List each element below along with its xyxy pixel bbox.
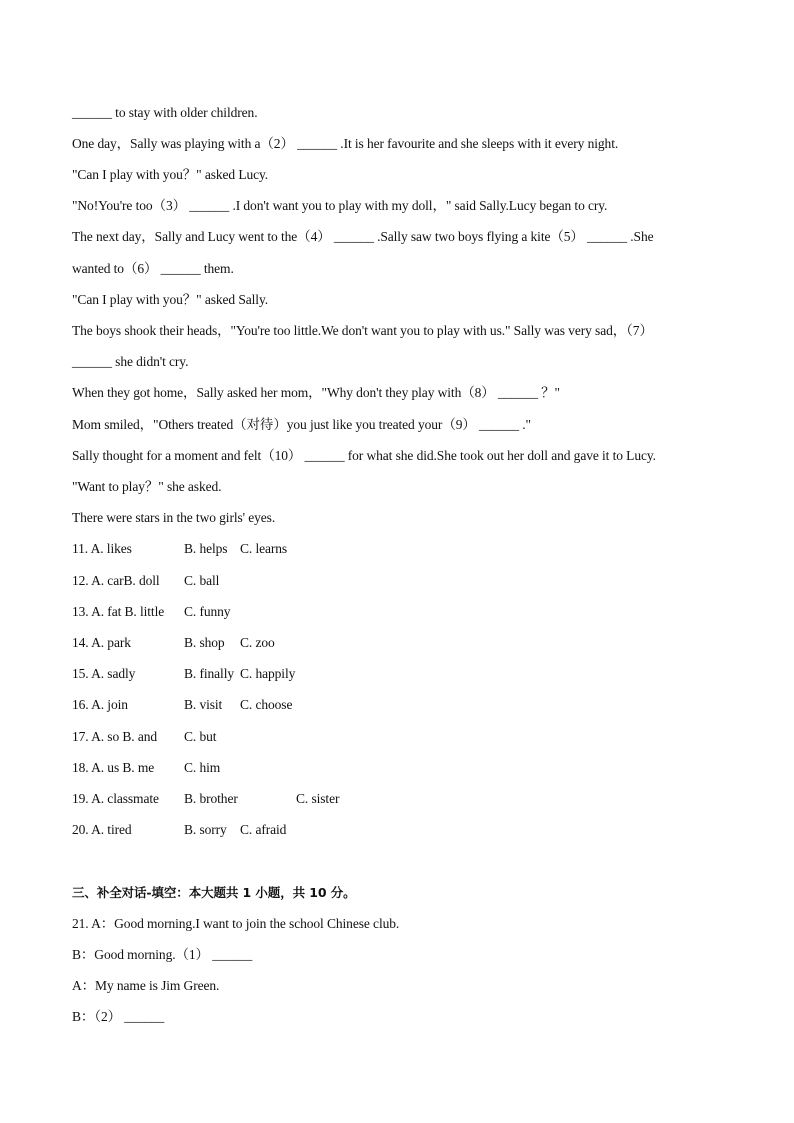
question-option-b: C. ball	[184, 573, 220, 588]
question-option-a: 20. A. tired	[72, 822, 132, 837]
question-row	[72, 822, 672, 838]
question-option-a: 16. A. join	[72, 697, 128, 712]
passage-line: One day，Sally was playing with a（2） ______ .It is her favourite and she sleeps with it every night.	[72, 136, 619, 151]
section-heading: 三、补全对话-填空：本大题共 1 小题，共 10 分。	[72, 885, 356, 900]
question-row	[72, 791, 672, 807]
dialogue-line: B：（2） ______	[72, 1009, 165, 1024]
question-option-a: 12. A. carB. doll	[72, 573, 160, 588]
passage-line: When they got home，Sally asked her mom，"Why don't they play with（8） ______ ？"	[72, 385, 560, 400]
passage-line: "Can I play with you？" asked Lucy.	[72, 167, 269, 182]
passage-line: Mom smiled，"Others treated（对待）you just like you treated your（9） ______ ."	[72, 417, 531, 432]
question-row	[72, 541, 672, 557]
question-row	[72, 604, 672, 620]
passage-line: wanted to（6） ______ them.	[72, 261, 234, 276]
question-option-a: 18. A. us B. me	[72, 760, 155, 775]
question-option-b: B. visit	[184, 697, 223, 712]
question-row	[72, 573, 672, 589]
question-row	[72, 635, 672, 651]
passage-line: "No!You're too（3） ______ .I don't want you to play with my doll，" said Sally.Lucy began to cry.	[72, 198, 608, 213]
passage-line: The next day，Sally and Lucy went to the（4） ______ .Sally saw two boys flying a kite（5） ______ .She	[72, 229, 654, 244]
dialogue-line: 21. A：Good morning.I want to join the school Chinese club.	[72, 916, 400, 931]
question-option-a: 13. A. fat B. little	[72, 604, 165, 619]
question-option-b: B. shop	[184, 635, 225, 650]
passage-line: Sally thought for a moment and felt（10） ______ for what she did.She took out her doll and gave it to Lucy.	[72, 448, 656, 463]
question-row	[72, 666, 672, 682]
question-option-a: 19. A. classmate	[72, 791, 159, 806]
question-option-b: C. but	[184, 729, 217, 744]
question-option-b: B. sorry	[184, 822, 227, 837]
question-row	[72, 697, 672, 713]
passage-line: ______ she didn't cry.	[72, 354, 189, 369]
dialogue-line: B：Good morning.（1） ______	[72, 947, 253, 962]
passage-line: ______ to stay with older children.	[72, 105, 258, 120]
question-option-a: 14. A. park	[72, 635, 131, 650]
passage-line: "Can I play with you？" asked Sally.	[72, 292, 268, 307]
question-option-c: C. zoo	[240, 635, 275, 650]
question-option-a: 15. A. sadly	[72, 666, 136, 681]
question-row	[72, 760, 672, 776]
question-option-c: C. sister	[296, 791, 340, 806]
question-option-a: 17. A. so B. and	[72, 729, 158, 744]
question-option-c: C. happily	[240, 666, 296, 681]
question-option-b: C. him	[184, 760, 221, 775]
question-option-c: C. afraid	[240, 822, 287, 837]
passage-line: There were stars in the two girls' eyes.	[72, 510, 276, 525]
question-option-b: C. funny	[184, 604, 231, 619]
dialogue-line: A：My name is Jim Green.	[72, 978, 220, 993]
passage-line: "Want to play？" she asked.	[72, 479, 222, 494]
passage-line: The boys shook their heads，"You're too little.We don't want you to play with us." Sally was very sad，（7）	[72, 323, 653, 338]
question-row	[72, 729, 672, 745]
question-option-b: B. helps	[184, 541, 228, 556]
question-option-c: C. choose	[240, 697, 293, 712]
question-option-b: B. brother	[184, 791, 238, 806]
question-option-a: 11. A. likes	[72, 541, 132, 556]
question-option-c: C. learns	[240, 541, 288, 556]
question-option-b: B. finally	[184, 666, 234, 681]
